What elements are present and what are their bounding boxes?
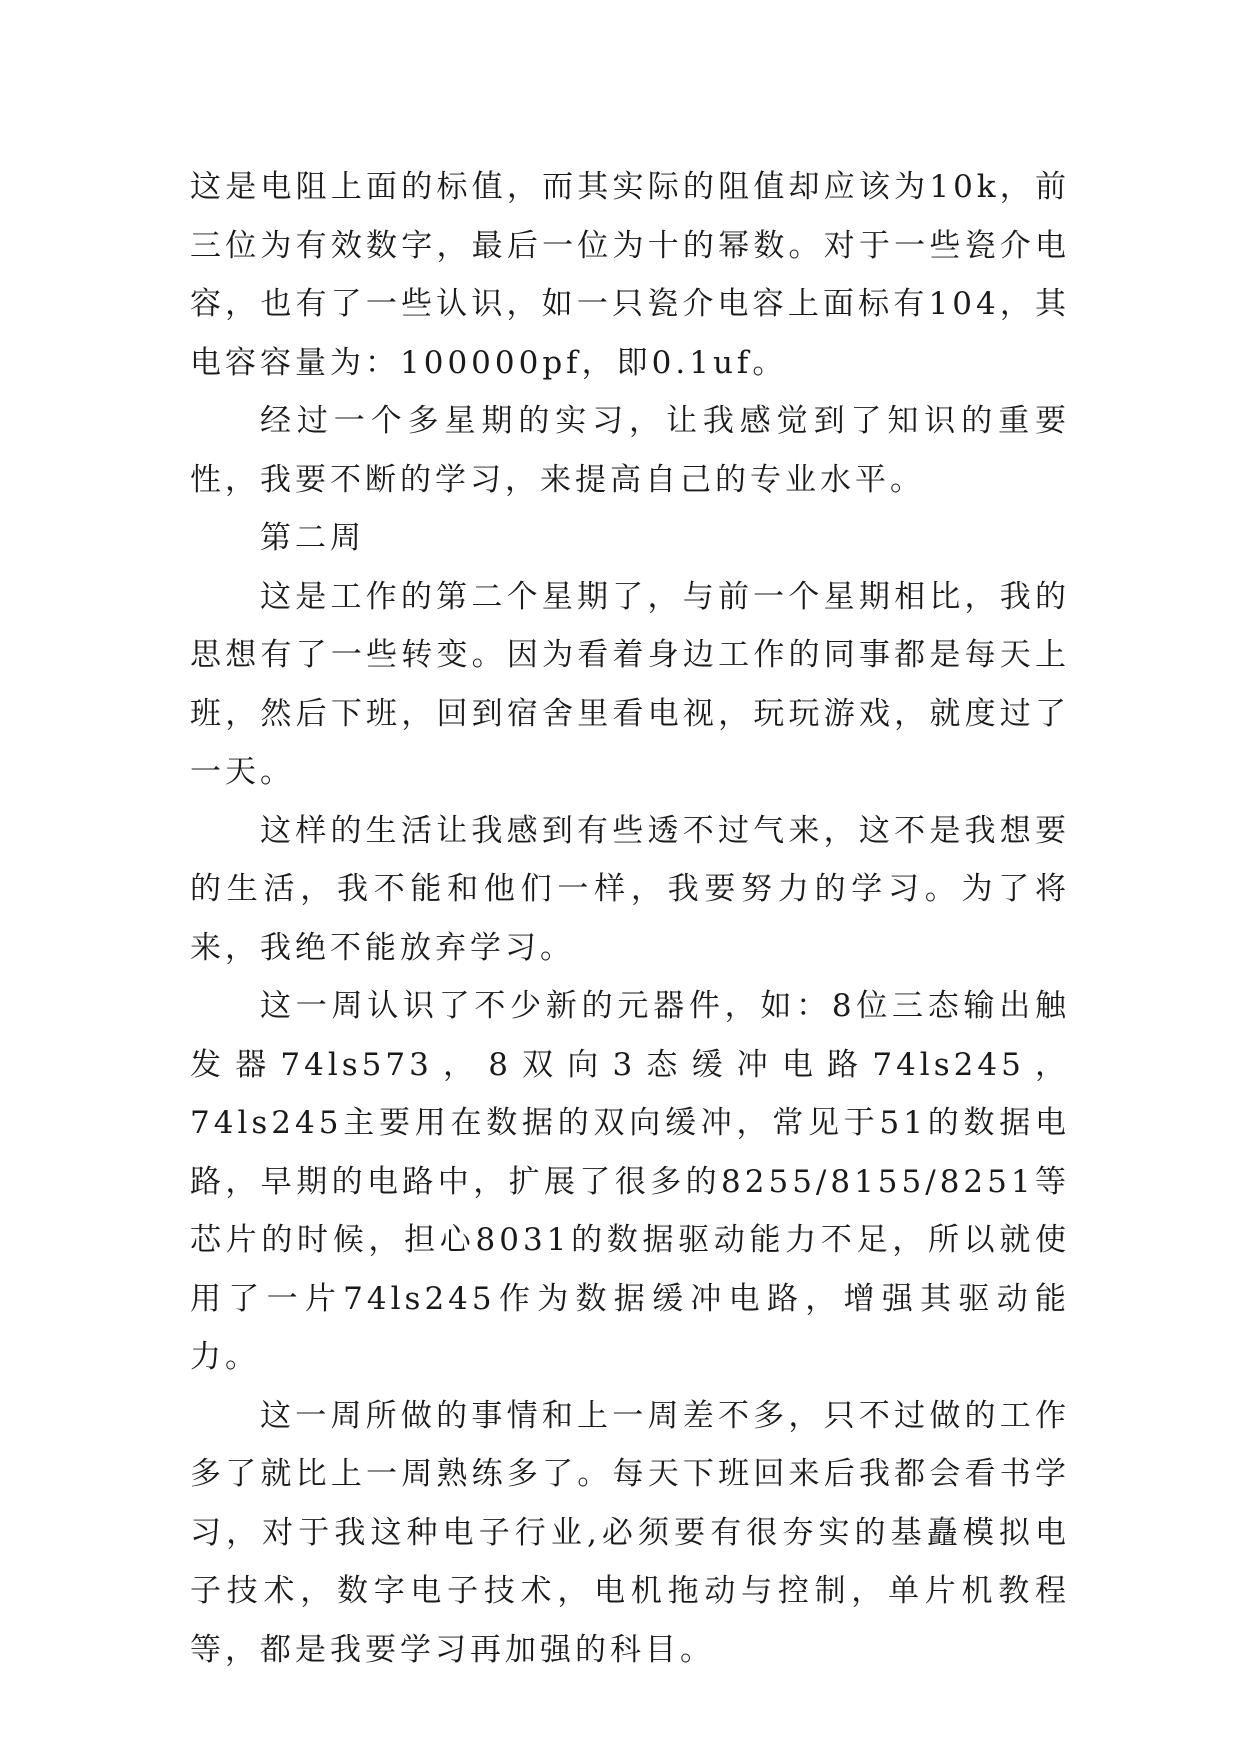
paragraph-week-two-intro: 这是工作的第二个星期了，与前一个星期相比，我的思想有了一些转变。因为看着身边工作的同事都是每天上班，然后下班，回到宿舍里看电视，玩玩游戏，就度过了一天。	[190, 578, 1070, 790]
section-heading-week-two: 第二周	[260, 520, 365, 556]
document-page	[190, 158, 1070, 1679]
paragraph-importance-of-knowledge: 经过一个多星期的实习，让我感觉到了知识的重要性，我要不断的学习，来提高自己的专业水平。	[190, 403, 1070, 498]
paragraph-life-reflection: 这样的生活让我感到有些透不过气来，这不是我想要的生活，我不能和他们一样，我要努力的学习。为了将来，我绝不能放弃学习。	[190, 812, 1070, 966]
paragraph-resistor-capacitor: 这是电阻上面的标值，而其实际的阻值却应该为10k，前三位为有效数字，最后一位为十的幂数。对于一些瓷介电容，也有了一些认识，如一只瓷介电容上面标有104，其电容容量为：100000pf，即0.1uf。	[190, 169, 1070, 381]
paragraph-new-components: 这一周认识了不少新的元器件，如：8位三态输出触发器74ls573，8双向3态缓冲电路74ls245，74ls245主要用在数据的双向缓冲，常见于51的数据电路，早期的电路中，扩展了很多的8255/8155/8251等芯片的时候，担心8031的数据驱动能力不足，所以就使用了一片74ls245作为数据缓冲电路，增强其驱动能力。	[190, 988, 1070, 1375]
paragraph-study-plan: 这一周所做的事情和上一周差不多，只不过做的工作多了就比上一周熟练多了。每天下班回来后我都会看书学习，对于我这种电子行业,必须要有很夯实的基矗模拟电子技术，数字电子技术，电机拖动与控制，单片机教程等，都是我要学习再加强的科目。	[190, 1397, 1070, 1668]
